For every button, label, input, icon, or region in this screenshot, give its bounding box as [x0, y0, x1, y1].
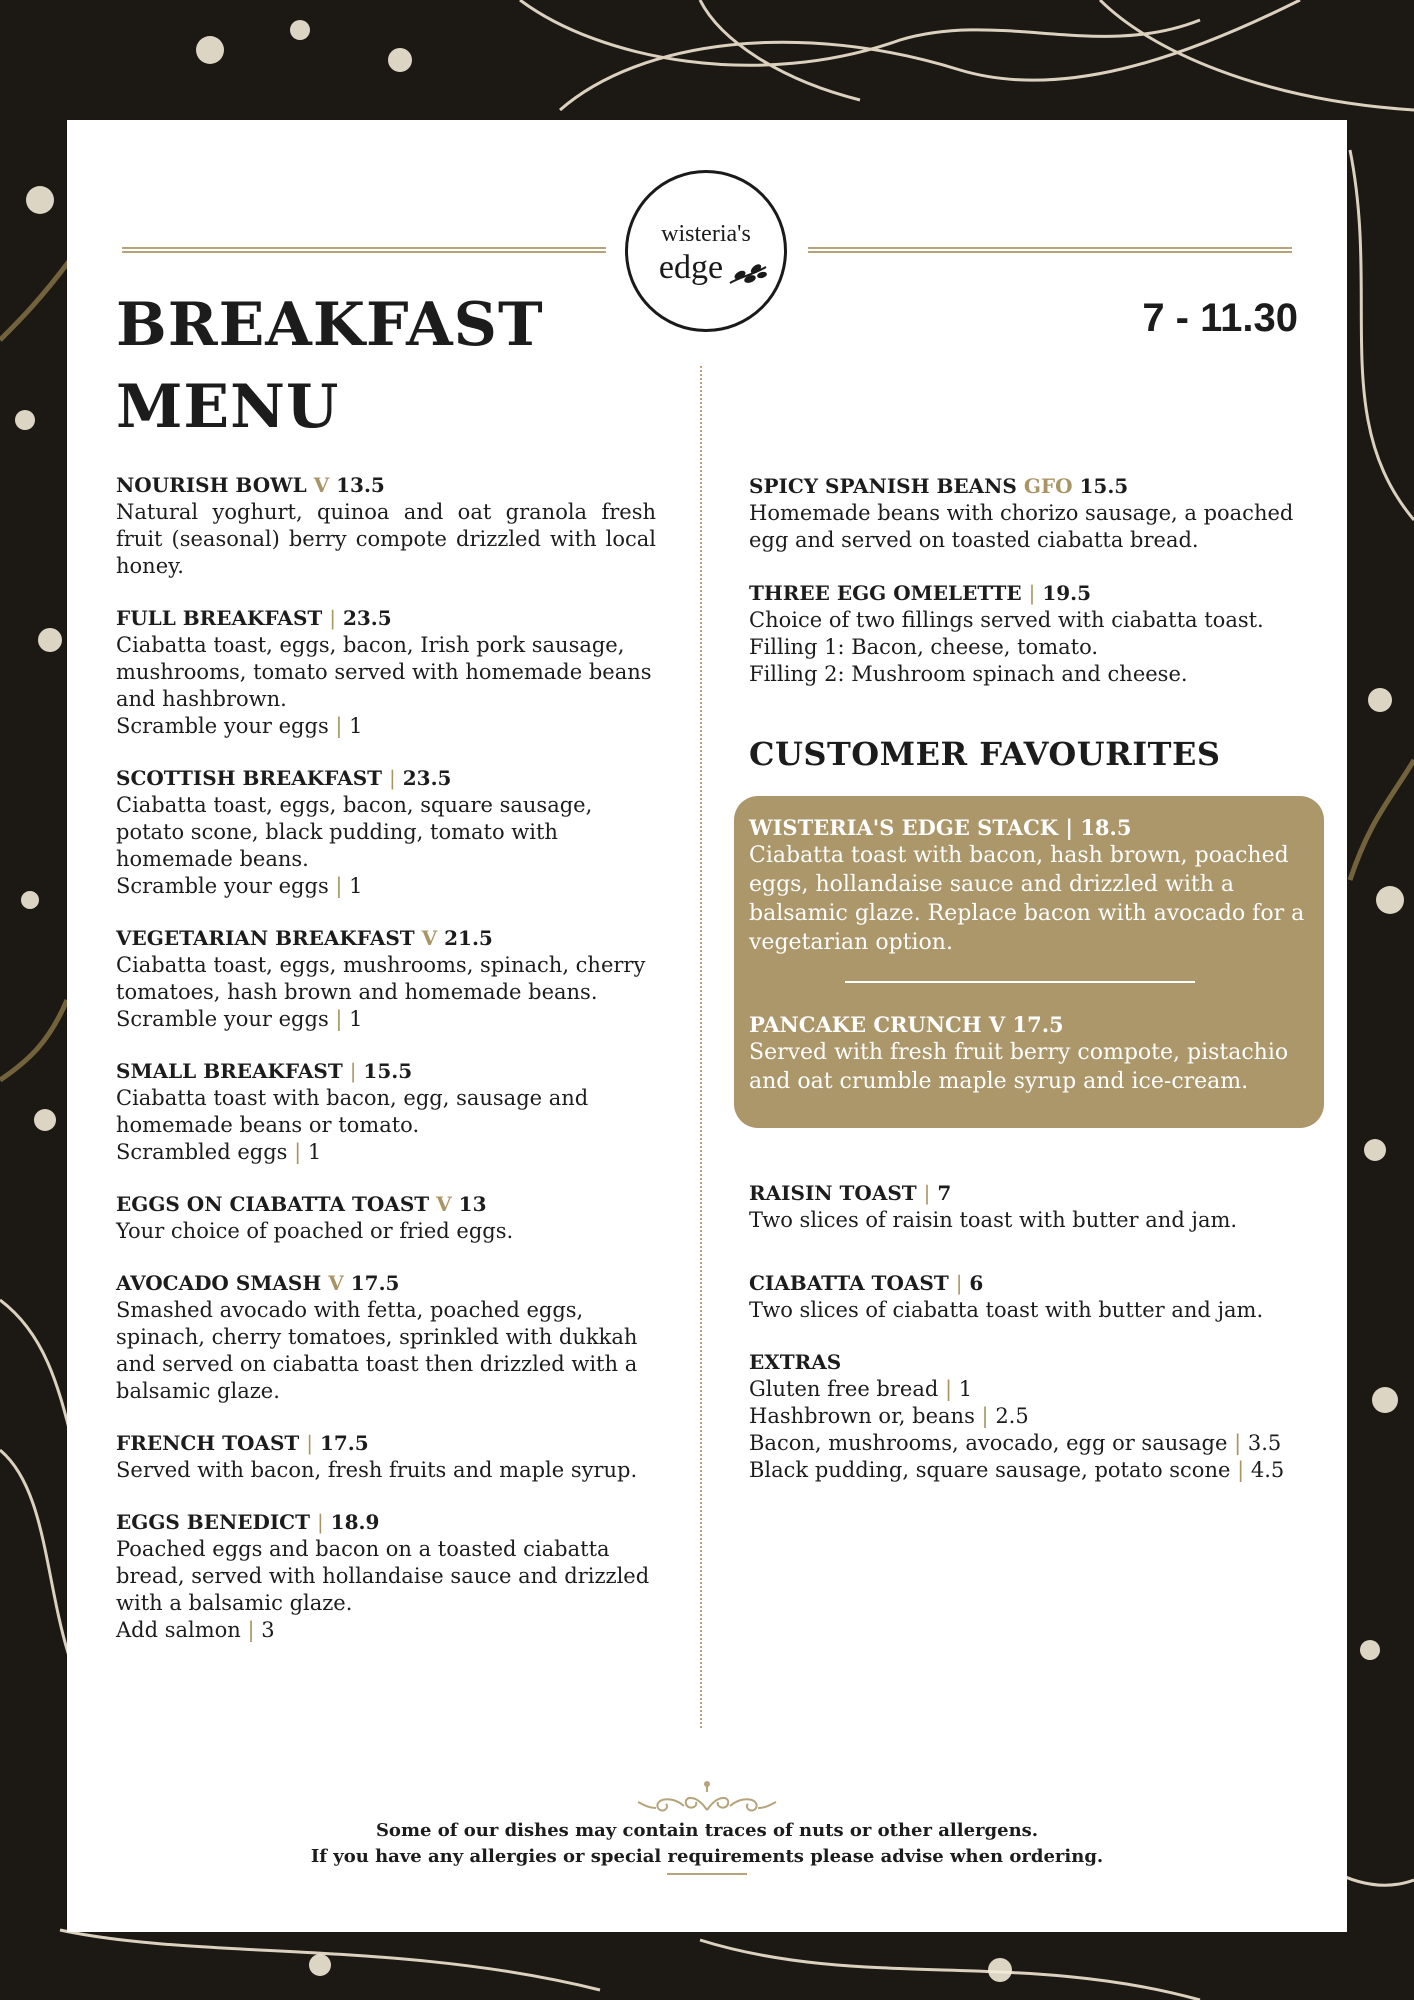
item-description: Homemade beans with chorizo sausage, a poached egg and served on toasted ciabatta bread.: [749, 501, 1294, 552]
item-name: FULL BREAKFAST: [116, 606, 323, 630]
item-description: Ciabatta toast, eggs, bacon, square sausage, potato scone, black pudding, tomato with homemade beans.: [116, 793, 593, 871]
item-price: 13: [458, 1192, 487, 1216]
item-tag: V: [436, 1192, 452, 1216]
title-line2: MENU: [116, 372, 340, 442]
item-name: EGGS ON CIABATTA TOAST: [116, 1192, 430, 1216]
menu-item: [116, 472, 656, 580]
item-addon: Scramble your eggs | 1: [116, 874, 363, 898]
extras-heading: EXTRAS: [749, 1350, 842, 1374]
menu-item: [116, 1509, 656, 1644]
item-price: 15.5: [363, 1059, 413, 1083]
item-description-line: Choice of two fillings served with ciabatta toast.: [749, 608, 1264, 632]
item-price: 23.5: [402, 766, 452, 790]
item-description-line: Filling 1: Bacon, cheese, tomato.: [749, 635, 1099, 659]
allergen-note-line1: Some of our dishes may contain traces of nuts or other allergens.: [375, 1820, 1039, 1841]
menu-item: [116, 1191, 656, 1245]
item-tag: V: [313, 473, 330, 497]
item-description: Two slices of ciabatta toast with butter and jam.: [749, 1298, 1264, 1322]
flourish-ornament: [636, 1780, 778, 1816]
item-name: SMALL BREAKFAST: [116, 1059, 343, 1083]
item-name: RAISIN TOAST: [749, 1181, 917, 1205]
menu-item: [116, 1058, 656, 1166]
extras-item: Bacon, mushrooms, avocado, egg or sausage | 3.5: [749, 1431, 1282, 1455]
item-price: 17.5: [350, 1271, 400, 1295]
item-description: Two slices of raisin toast with butter and jam.: [749, 1208, 1238, 1232]
menu-item: [749, 1270, 1309, 1324]
header-rule-left: [122, 247, 606, 253]
item-description: Your choice of poached or fried eggs.: [116, 1219, 514, 1243]
header-rule-right: [808, 247, 1292, 253]
opening-hours: 7 - 11.30: [1142, 296, 1298, 340]
menu-item: [116, 605, 656, 740]
item-description: Ciabatta toast with bacon, egg, sausage and homemade beans or tomato.: [116, 1086, 589, 1137]
item-price: 18.9: [330, 1510, 380, 1534]
favourite-description: Ciabatta toast with bacon, hash brown, poached eggs, hollandaise sauce and drizzled with a balsamic glaze. Replace bacon with avocado for a vegetarian option.: [749, 843, 1305, 955]
item-description: Natural yoghurt, quinoa and oat granola fresh fruit (seasonal) berry compote drizzled with local honey.: [116, 500, 656, 578]
favourite-name: WISTERIA'S EDGE STACK | 18.5: [749, 815, 1132, 840]
item-addon: Scramble your eggs | 1: [116, 714, 363, 738]
item-separator: |: [1028, 581, 1036, 605]
item-description: Ciabatta toast, eggs, mushrooms, spinach, cherry tomatoes, hash brown and homemade beans.: [116, 953, 646, 1004]
item-price: 7: [937, 1181, 952, 1205]
item-description: Served with bacon, fresh fruits and maple syrup.: [116, 1458, 638, 1482]
item-price: 21.5: [444, 926, 493, 950]
favourites-heading: CUSTOMER FAVOURITES: [749, 735, 1221, 773]
item-separator: |: [389, 766, 396, 790]
logo-line2: edge: [658, 249, 724, 286]
item-name: THREE EGG OMELETTE: [749, 581, 1022, 605]
favourites-box: [734, 796, 1324, 1128]
right-menu-column: [749, 473, 1309, 1509]
item-description: Poached eggs and bacon on a toasted ciabatta bread, served with hollandaise sauce and drizzled with a balsamic glaze.: [116, 1537, 650, 1615]
favourite-name: PANCAKE CRUNCH V 17.5: [749, 1012, 1064, 1037]
item-tag: GFO: [1023, 474, 1073, 498]
left-menu-column: [116, 472, 656, 1669]
olive-branch-icon: [728, 263, 768, 289]
item-name: VEGETARIAN BREAKFAST: [116, 926, 415, 950]
item-description-line: Filling 2: Mushroom spinach and cheese.: [749, 662, 1188, 686]
extras-item: Black pudding, square sausage, potato scone | 4.5: [749, 1458, 1285, 1482]
item-description: Ciabatta toast, eggs, bacon, Irish pork sausage, mushrooms, tomato served with homemade beans and hashbrown.: [116, 633, 652, 711]
menu-item: [749, 580, 1309, 688]
menu-item: [116, 925, 656, 1033]
item-addon: Add salmon | 3: [116, 1618, 275, 1642]
extras-section: [749, 1349, 1309, 1484]
item-tag: V: [328, 1271, 344, 1295]
extras-item: Hashbrown or, beans | 2.5: [749, 1404, 1029, 1428]
item-addon: Scramble your eggs | 1: [116, 1007, 363, 1031]
item-separator: |: [316, 1510, 324, 1534]
menu-item: [749, 473, 1309, 554]
item-name: NOURISH BOWL: [116, 473, 307, 497]
item-separator: |: [329, 606, 336, 630]
item-separator: |: [349, 1059, 357, 1083]
menu-item: [116, 1430, 656, 1484]
logo-line1: wisteria's: [661, 221, 751, 247]
item-name: SCOTTISH BREAKFAST: [116, 766, 383, 790]
favourite-description: Served with fresh fruit berry compote, pistachio and oat crumble maple syrup and ice-cream.: [749, 1040, 1289, 1094]
item-separator: |: [955, 1271, 963, 1295]
column-divider: [700, 366, 702, 1728]
menu-item: [116, 1270, 656, 1405]
item-description: Smashed avocado with fetta, poached eggs, spinach, cherry tomatoes, sprinkled with dukkah and served on ciabatta toast then drizzled with a balsamic glaze.: [116, 1298, 638, 1403]
menu-item: [116, 765, 656, 900]
item-price: 13.5: [336, 473, 385, 497]
item-name: AVOCADO SMASH: [116, 1271, 322, 1295]
logo: [625, 170, 787, 332]
footer-rule: [667, 1873, 747, 1875]
item-separator: |: [923, 1181, 931, 1205]
item-name: SPICY SPANISH BEANS: [749, 474, 1017, 498]
item-price: 15.5: [1079, 474, 1129, 498]
item-name: CIABATTA TOAST: [749, 1271, 949, 1295]
menu-item: [749, 1180, 1309, 1234]
item-tag: V: [421, 926, 438, 950]
item-price: 19.5: [1042, 581, 1092, 605]
item-addon: Scrambled eggs | 1: [116, 1140, 322, 1164]
title-line1: BREAKFAST: [116, 290, 544, 360]
favourites-separator: [845, 981, 1195, 983]
allergen-note-line2: If you have any allergies or special requirements please advise when ordering.: [310, 1846, 1104, 1867]
extras-item: Gluten free bread | 1: [749, 1377, 973, 1401]
item-price: 17.5: [319, 1431, 369, 1455]
item-price: 23.5: [342, 606, 392, 630]
item-name: FRENCH TOAST: [116, 1431, 300, 1455]
item-separator: |: [306, 1431, 313, 1455]
item-name: EGGS BENEDICT: [116, 1510, 310, 1534]
page-title: [116, 284, 596, 448]
item-price: 6: [969, 1271, 984, 1295]
